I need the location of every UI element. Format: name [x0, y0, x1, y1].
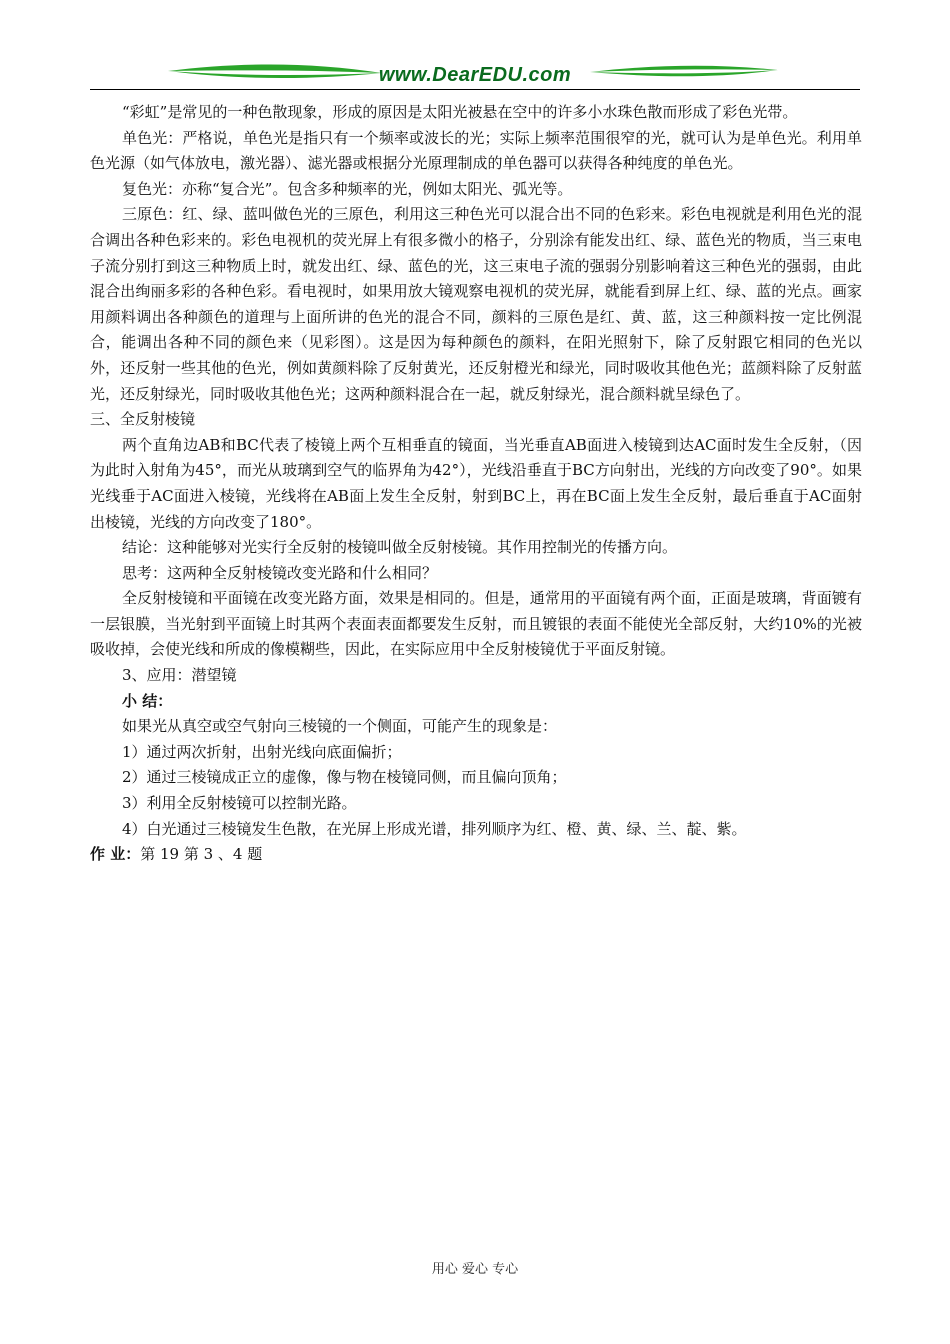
- homework-line: [90, 842, 862, 868]
- paragraph-monochromatic: 单色光：严格说，单色光是指只有一个频率或波长的光；实际上频率范围很窄的光，就可认为是单色光。利用单色光源（如气体放电，激光器）、滤光器或根据分光原理制成的单色器可以获得各种纯度的单色光。: [90, 128, 862, 173]
- summary-item-1: 1）通过两次折射，出射光线向底面偏折；: [122, 742, 402, 761]
- paragraph-question: 思考：这两种全反射棱镜改变光路和什么相同？: [122, 563, 438, 582]
- document-body: [90, 100, 862, 868]
- paragraph-primary-colors: 三原色：红、绿、蓝叫做色光的三原色，利用这三种色光可以混合出不同的色彩来。彩色电视就是利用色光的混合调出各种色彩来的。彩色电视机的荧光屏上有很多微小的格子，分别涂有能发出红、绿、蓝色光的物质，当三束电子流分别打到这三种物质上时，就发出红、绿、蓝色的光，这三束电子流的强弱分别影响着这三种色光的强弱，由此混合出绚丽多彩的各种色彩。看电视时，如果用放大镜观察电视机的荧光屏，就能看到屏上红、绿、蓝的光点。画家用颜料调出各种颜色的道理与上面所讲的色光的混合不同，颜料的三原色是红、黄、蓝，这三种颜料按一定比例混合，能调出各种不同的颜色来（见彩图）。这是因为每种颜色的颜料，在阳光照射下，除了反射跟它相同的色光以外，还反射一些其他的色光，例如黄颜料除了反射黄光，还反射橙光和绿光，同时吸收其他色光；蓝颜料除了反射蓝光，还反射绿光，同时吸收其他色光；这两种颜料混合在一起，就反射绿光，混合颜料就呈绿色了。: [90, 205, 862, 403]
- paragraph-application: 3、应用：潜望镜: [122, 666, 237, 685]
- site-url: www.DearEDU.com: [378, 64, 572, 86]
- homework-label: 作 业：: [90, 845, 141, 864]
- page-footer: 用心 爱心 专心: [431, 1262, 519, 1277]
- summary-title: 小 结：: [122, 691, 173, 710]
- section-heading-total-reflection-prism: 三、全反射棱镜: [90, 410, 196, 429]
- paragraph-comparison: 全反射棱镜和平面镜在改变光路方面，效果是相同的。但是，通常用的平面镜有两个面，正面是玻璃，背面镀有一层银膜，当光射到平面镜上时其两个表面表面都要发生反射，而且镀银的表面不能使光全部反射，大约10%的光被吸收掉，会使光线和所成的像模糊些，因此，在实际应用中全反射棱镜优于平面反射镜。: [90, 589, 862, 659]
- paragraph-prism-description: 两个直角边AB和BC代表了棱镜上两个互相垂直的镜面，当光垂直AB面进入棱镜到达AC面时发生全反射，（因为此时入射角为45°，而光从玻璃到空气的临界角为42°），光线沿垂直于BC方向射出，光线的方向改变了90°。如果光线垂于AC面进入棱镜，光线将在AB面上发生全反射，射到BC上，再在BC面上发生全反射，最后垂直于AC面射出棱镜，光线的方向改变了180°。: [90, 435, 862, 531]
- header-rule: [90, 89, 860, 90]
- summary-intro: 如果光从真空或空气射向三棱镜的一个侧面，可能产生的现象是：: [122, 717, 558, 736]
- paragraph-composite-light: 复色光：亦称“复合光”。包含多种频率的光，例如太阳光、弧光等。: [122, 179, 573, 198]
- homework-text: 第 19 第 3 、4 题: [140, 845, 263, 864]
- paragraph-rainbow: “彩虹”是常见的一种色散现象，形成的原因是太阳光被悬在空中的许多小水珠色散而形成了彩色光带。: [122, 103, 798, 121]
- summary-item-3: 3）利用全反射棱镜可以控制光路。: [122, 794, 357, 813]
- summary-item-2: 2）通过三棱镜成正立的虚像，像与物在棱镜同侧，而且偏向顶角；: [122, 768, 567, 787]
- site-header: [90, 58, 860, 90]
- summary-item-4: 4）白光通过三棱镜发生色散，在光屏上形成光谱，排列顺序为红、橙、黄、绿、兰、靛、紫。: [122, 819, 747, 838]
- paragraph-conclusion: 结论：这种能够对光实行全反射的棱镜叫做全反射棱镜。其作用控制光的传播方向。: [122, 538, 678, 557]
